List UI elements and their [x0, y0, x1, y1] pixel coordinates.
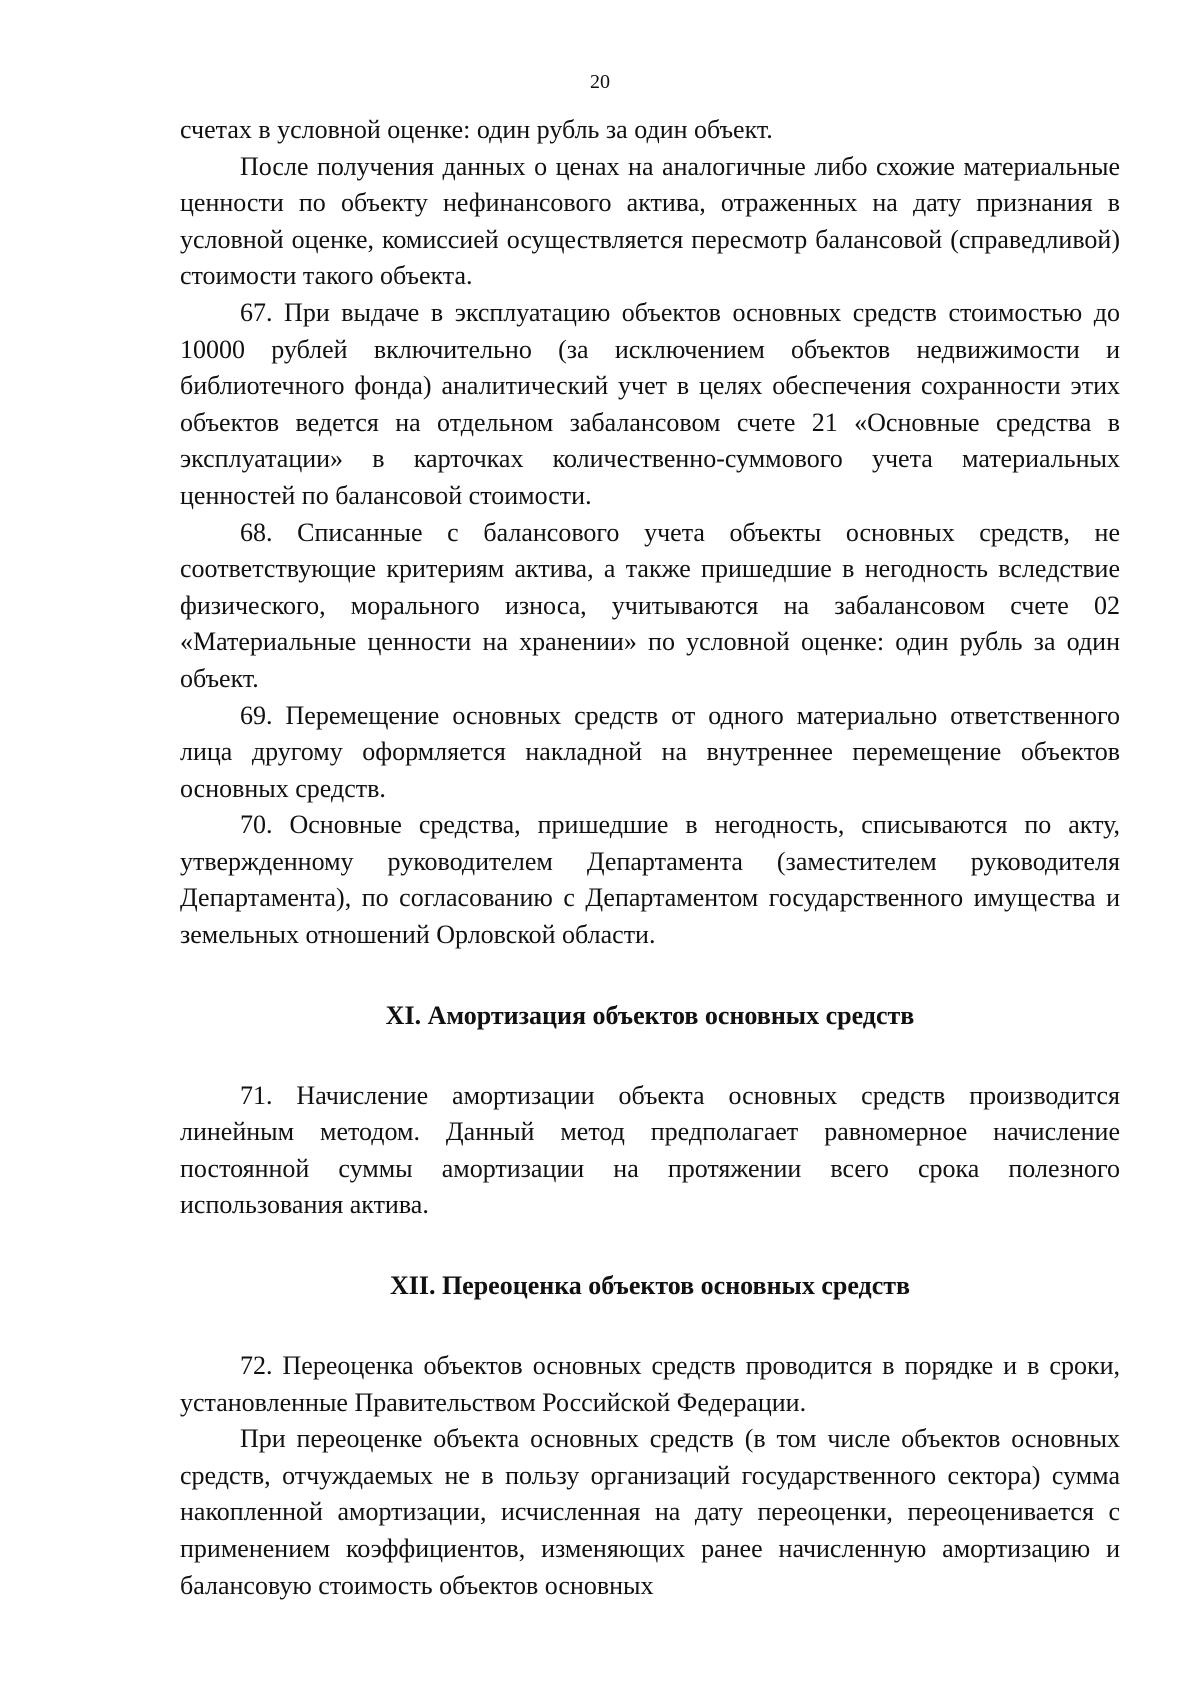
section-heading-xi: XI. Амортизация объектов основных средств — [385, 1000, 915, 1030]
paragraph-continuation: счетах в условной оценке: один рубль за один объект. — [180, 115, 773, 144]
document-body — [180, 112, 1120, 1604]
paragraph-67: 67. При выдаче в эксплуатацию объектов основных средств стоимостью до 10000 рублей включительно (за исключением объектов недвижимости и библиотечного фонда) аналитический учет в целях обеспечения сохранности этих объектов ведется на отдельном забалансовом счете 21 «Основные средства в эксплуатации» в карточках количественно-суммового учета материальных ценностей по балансовой стоимости. — [180, 297, 1120, 510]
paragraph-revaluation-amortization: При переоценке объекта основных средств (в том числе объектов основных средств, отчуждаемых не в пользу организаций государственного сектора) сумма накопленной амортизации, исчисленная на дату переоценки, переоценивается с применением коэффициентов, изменяющих ранее начисленную амортизацию и балансовую стоимость объектов основных — [180, 1424, 1120, 1600]
paragraph-71: 71. Начисление амортизации объекта основных средств производится линейным методом. Данный метод предполагает равномерное начисление постоянной суммы амортизации на протяжении всего срока полезного использования актива. — [180, 1080, 1120, 1220]
paragraph-revaluation-review: После получения данных о ценах на аналогичные либо схожие материальные ценности по объекту нефинансового актива, отраженных на дату признания в условной оценке, комиссией осуществляется пересмотр балансовой (справедливой) стоимости такого объекта. — [180, 151, 1120, 291]
paragraph-68: 68. Списанные с балансового учета объекты основных средств, не соответствующие критериям актива, а также пришедшие в негодность вследствие физического, морального износа, учитываются на забалансовом счете 02 «Материальные ценности на хранении» по условной оценке: один рубль за один объект. — [180, 517, 1120, 693]
paragraph-69: 69. Перемещение основных средств от одного материально ответственного лица другому оформляется накладной на внутреннее перемещение объектов основных средств. — [180, 700, 1120, 803]
paragraph-72: 72. Переоценка объектов основных средств проводится в порядке и в сроки, установленные Правительством Российской Федерации. — [180, 1351, 1120, 1417]
page-number: 20 — [590, 71, 610, 93]
paragraph-70: 70. Основные средства, пришедшие в негодность, списываются по акту, утвержденному руководителем Департамента (заместителем руководителя Департамента), по согласованию с Департаментом государственного имущества и земельных отношений Орловской области. — [180, 810, 1120, 950]
section-heading-xii: XII. Переоценка объектов основных средств — [389, 1271, 911, 1301]
